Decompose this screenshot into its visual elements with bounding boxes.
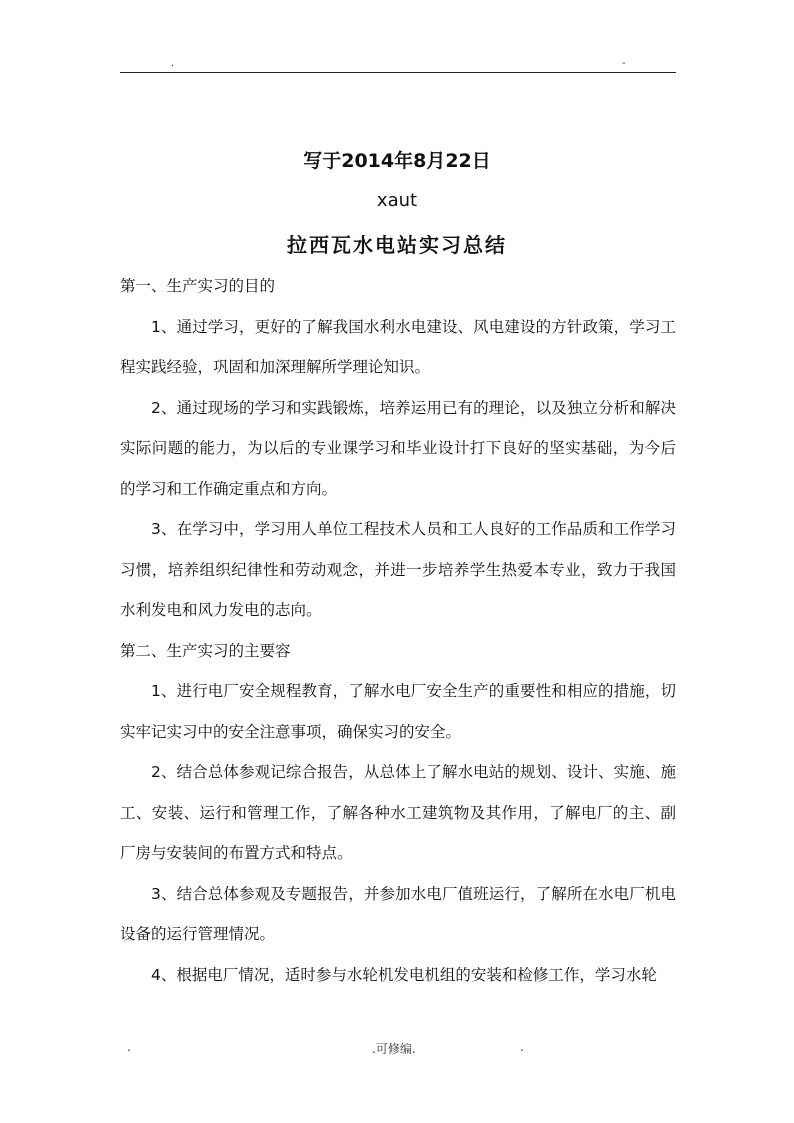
paragraph: 1、通过学习，更好的了解我国水利水电建设、风电建设的方针政策，学习工程实践经验，巩固和加深理解所学理论知识。 [120,317,676,376]
header-mark-right: - [622,58,626,69]
document-title: 拉西瓦水电站实习总结 [287,233,507,257]
paragraph: 2、通过现场的学习和实践锻炼，培养运用已有的理论，以及独立分析和解决实际问题的能力，为以后的专业课学习和毕业设计打下良好的坚实基础，为今后的学习和工作确定重点和方向。 [120,398,676,498]
footer-mark-right: . [520,1040,524,1054]
paragraph: 2、结合总体参观记综合报告，从总体上了解水电站的规划、设计、实施、施工、安装、运行和管理工作，了解各种水工建筑物及其作用，了解电厂的主、副厂房与安装间的布置方式和特点。 [120,763,676,862]
paragraph: 3、在学习中，学习用人单位工程技术人员和工人良好的工作品质和工作学习习惯，培养组织纪律性和劳动观念，并进一步培养学生热爱本专业，致力于我国水利发电和风力发电的志向。 [120,520,676,619]
section-heading: 第二、生产实习的主要容 [120,641,291,660]
header-rule [120,72,676,73]
header-mark-left: . [171,58,175,69]
paragraph: 1、进行电厂安全规程教育，了解水电厂安全生产的重要性和相应的措施，切实牢记实习中的安全注意事项，确保实习的安全。 [120,682,676,741]
footer-page-note: .可修编. [372,1042,416,1056]
paragraph: 4、根据电厂情况，适时参与水轮机发电机组的安装和检修工作，学习水轮 [151,965,657,984]
paragraph: 3、结合总体参观及专题报告，并参加水电厂值班运行，了解所在水电厂机电设备的运行管理情况。 [120,884,676,943]
author-line: xaut [376,190,418,211]
section-heading: 第一、生产实习的目的 [120,277,276,295]
date-line: 写于2014年8月22日 [303,150,491,172]
footer-mark-left: . [127,1040,131,1054]
document-body [120,266,676,995]
